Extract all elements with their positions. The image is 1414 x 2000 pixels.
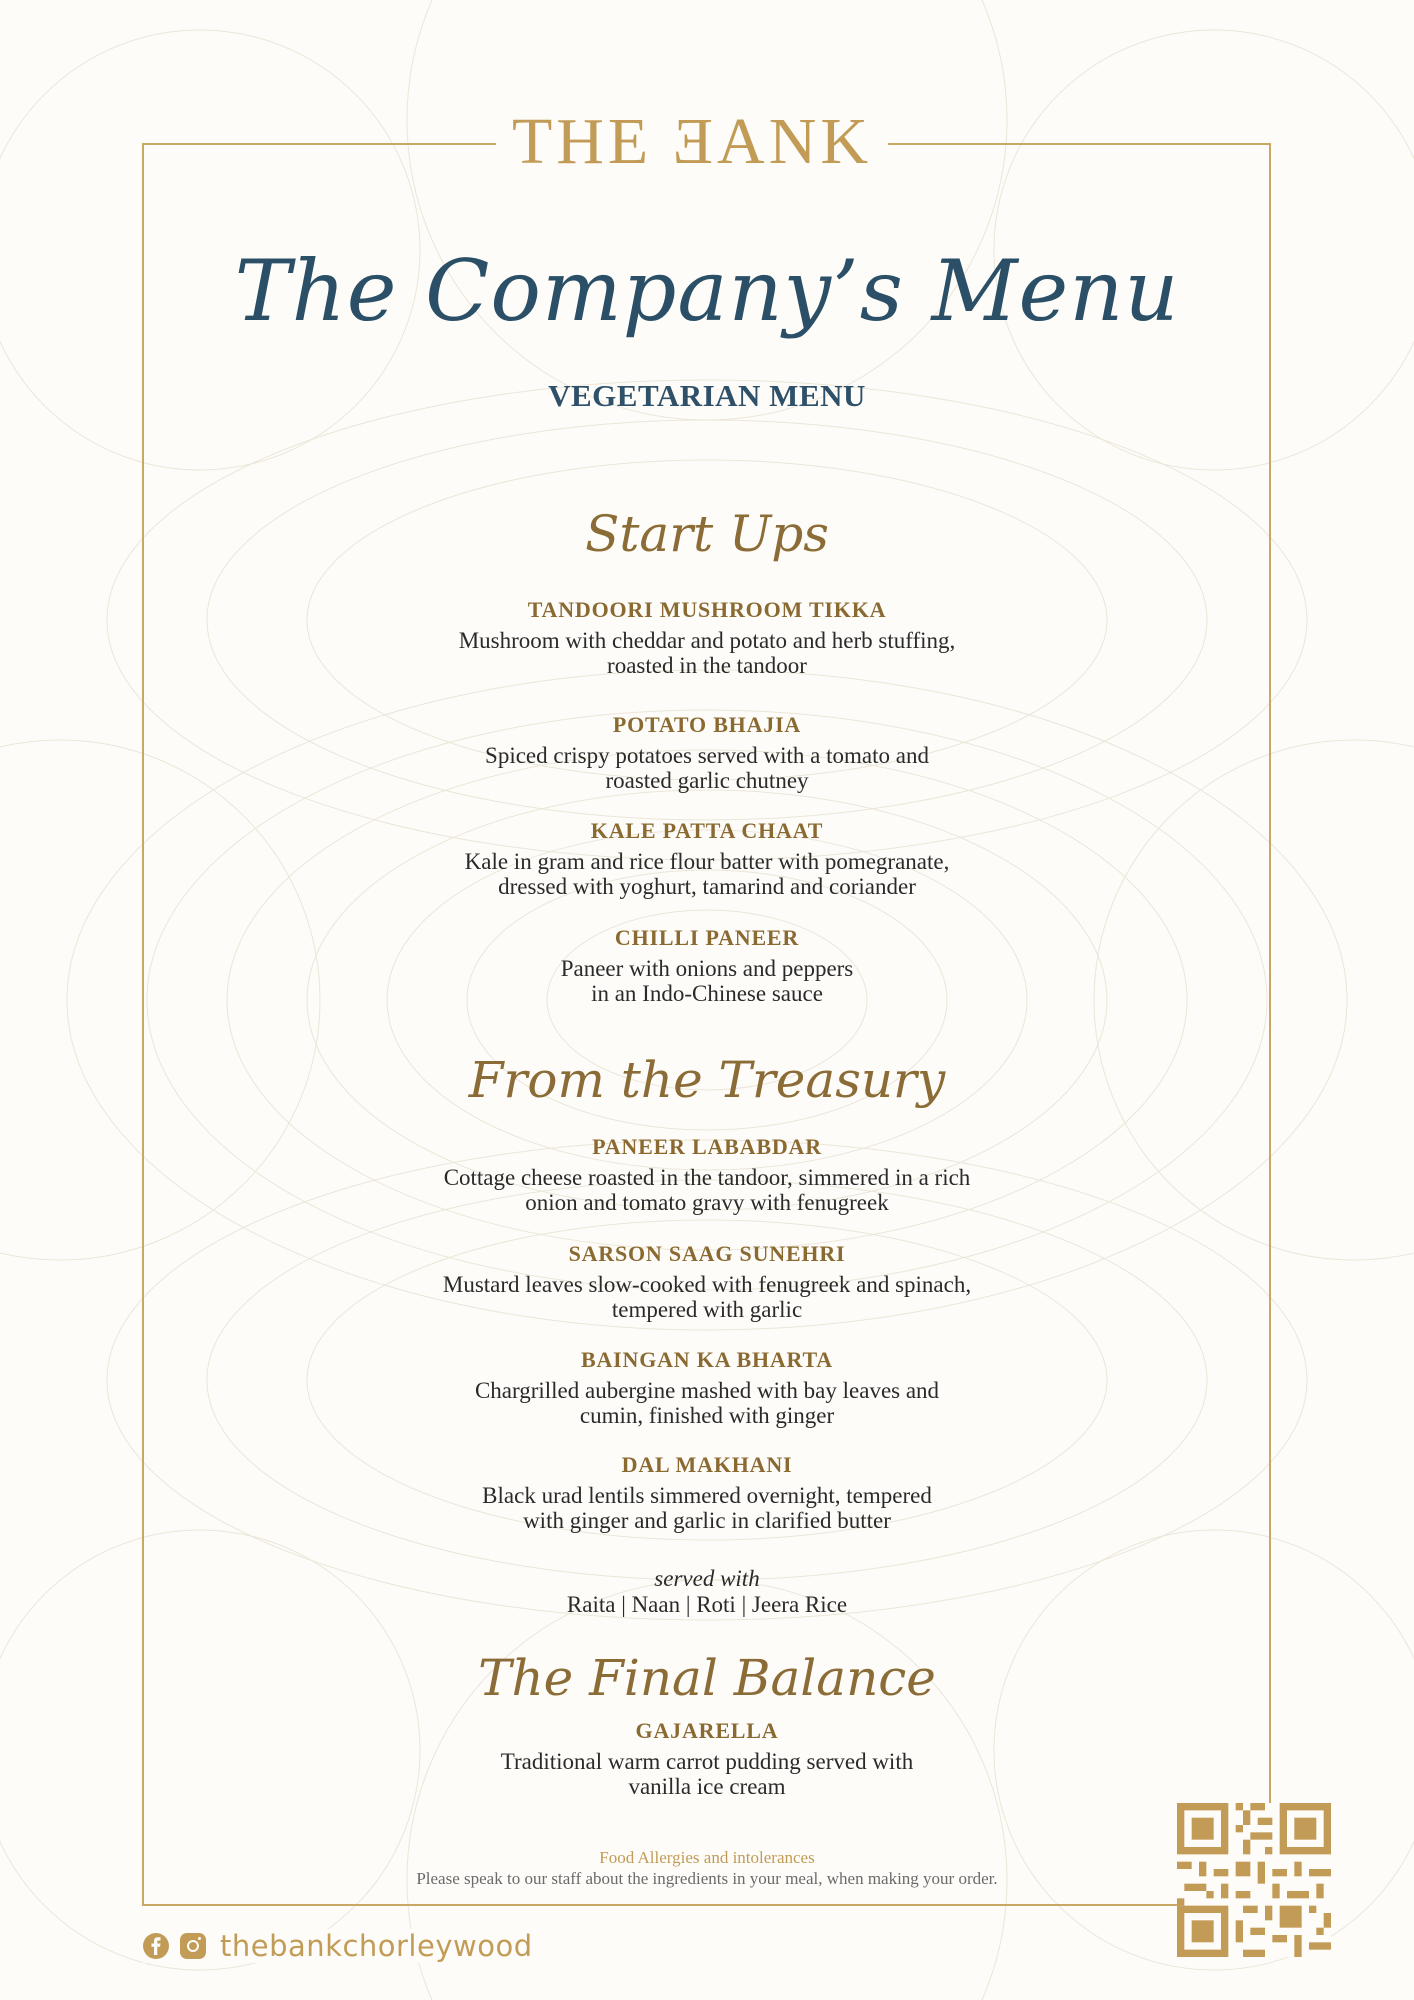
social-footer [143, 1929, 533, 1963]
dish-name: PANEER LABABDAR [592, 1134, 822, 1159]
dish-description: onion and tomato gravy with fenugreek [525, 1190, 889, 1215]
dish-description: Cottage cheese roasted in the tandoor, simmered in a rich [443, 1165, 971, 1190]
served-with-block [157, 1566, 1257, 1618]
dish-name: CHILLI PANEER [614, 925, 800, 950]
dish-description: Mustard leaves slow-cooked with fenugreek and spinach, [442, 1272, 972, 1297]
dish-description: roasted in the tandoor [607, 653, 807, 678]
served-with-label: served with [654, 1566, 760, 1591]
dish-description: Mushroom with cheddar and potato and herb stuffing, [458, 628, 956, 653]
dish-description: tempered with garlic [611, 1297, 803, 1322]
dish-name: DAL MAKHANI [621, 1452, 793, 1477]
dish-name: POTATO BHAJIA [612, 712, 802, 737]
dish-name: SARSON SAAG SUNEHRI [568, 1241, 846, 1266]
menu-subtitle: VEGETARIAN MENU [548, 378, 866, 413]
menu-item [157, 596, 1257, 678]
qr-code-icon[interactable] [1177, 1803, 1331, 1957]
dish-name: TANDOORI MUSHROOM TIKKA [527, 597, 887, 622]
dish-description: Spiced crispy potatoes served with a tomato and [485, 743, 929, 768]
dish-description: dressed with yoghurt, tamarind and coriander [498, 874, 916, 899]
section-title-from-the-treasury: From the Treasury [468, 1051, 946, 1109]
menu-item [157, 1133, 1257, 1215]
menu-item [157, 1240, 1257, 1322]
instagram-icon[interactable] [180, 1933, 206, 1959]
section-title-start-ups: Start Ups [585, 505, 829, 563]
menu-item [157, 1717, 1257, 1799]
allergy-notice [157, 1847, 1257, 1889]
dish-name: KALE PATTA CHAAT [590, 818, 824, 843]
sides-list: Raita | Naan | Roti | Jeera Rice [566, 1592, 848, 1617]
allergy-note: Please speak to our staff about the ingredients in your meal, when making your order. [416, 1869, 998, 1888]
dish-description: Traditional warm carrot pudding served with [500, 1749, 914, 1774]
dish-description: Chargrilled aubergine mashed with bay leaves and [474, 1378, 940, 1403]
allergy-title: Food Allergies and intolerances [599, 1848, 815, 1867]
menu-item [157, 1346, 1257, 1428]
dish-description: in an Indo-Chinese sauce [591, 981, 823, 1006]
menu-item [157, 924, 1257, 1006]
menu-item [157, 1451, 1257, 1533]
dish-name: BAINGAN KA BHARTA [580, 1347, 833, 1372]
menu-title: The Company’s Menu [234, 242, 1180, 340]
social-handle[interactable]: thebankchorleywood [220, 1929, 533, 1963]
menu-item [157, 711, 1257, 793]
section-title-the-final-balance: The Final Balance [478, 1649, 936, 1707]
dish-description: roasted garlic chutney [605, 768, 809, 793]
dish-description: with ginger and garlic in clarified butter [523, 1508, 891, 1533]
dish-description: cumin, finished with ginger [579, 1403, 835, 1428]
dish-description: vanilla ice cream [628, 1774, 786, 1799]
brand-logo: THE ƎANK [496, 104, 888, 180]
dish-description: Black urad lentils simmered overnight, tempered [482, 1483, 932, 1508]
facebook-icon[interactable] [143, 1933, 169, 1959]
dish-description: Kale in gram and rice flour batter with pomegranate, [464, 849, 950, 874]
dish-name: GAJARELLA [635, 1718, 779, 1743]
menu-item [157, 817, 1257, 899]
dish-description: Paneer with onions and peppers [560, 956, 854, 981]
